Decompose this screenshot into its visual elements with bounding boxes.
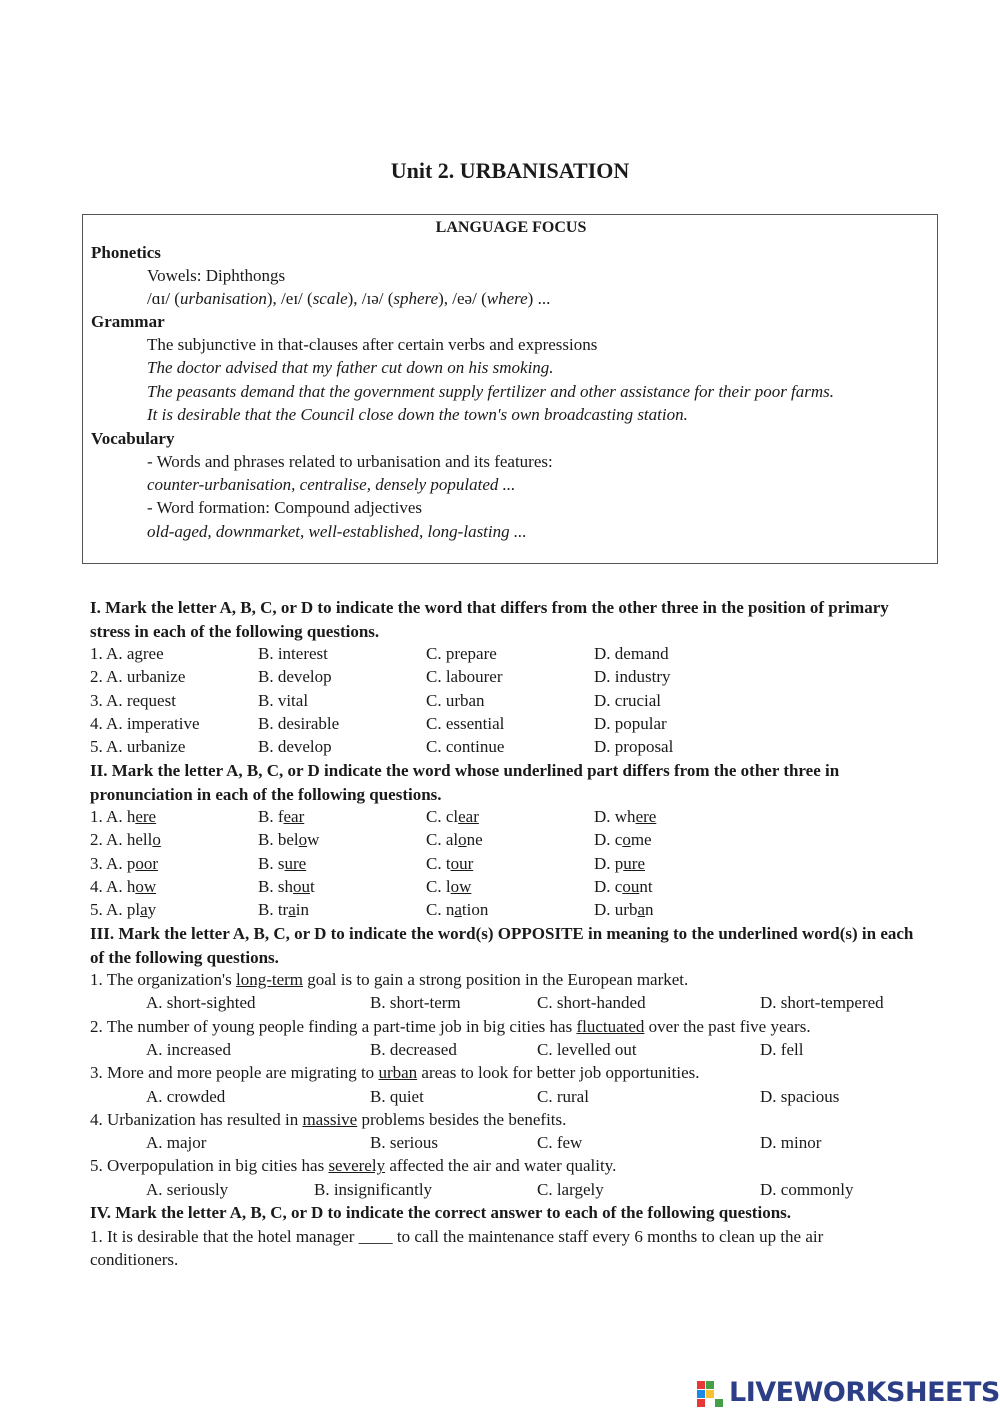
underlined-part: o [622, 830, 631, 850]
ipa-example: scale [312, 289, 348, 308]
option-text: C. n [426, 900, 455, 920]
options-row [0, 1131, 1000, 1154]
question-text-part: areas to look for better job opportunities. [417, 1063, 700, 1083]
question-text [90, 1108, 566, 1131]
question-row [0, 805, 1000, 828]
option-text: 2. A. hell [90, 830, 153, 850]
answer-option[interactable]: C. few [537, 1133, 583, 1153]
answer-option[interactable]: B. insignificantly [314, 1179, 433, 1199]
underlined-word: severely [328, 1156, 386, 1176]
ipa-text: ), /eɪ/ ( [266, 289, 313, 308]
question-text-part: 3. More and more people are migrating to [90, 1063, 379, 1083]
answer-option[interactable]: B. develop [258, 667, 332, 687]
option-text: 5. A. pl [90, 900, 141, 920]
option-text: tion [461, 900, 489, 920]
answer-option[interactable]: B. develop [258, 737, 332, 757]
underlined-word: fluctuated [576, 1016, 645, 1036]
answer-option[interactable]: B. interest [258, 644, 328, 663]
answer-option[interactable] [90, 898, 156, 921]
section-4-heading: IV. Mark the letter A, B, C, or D to indicate the correct answer to each of the following questions. [90, 1203, 792, 1222]
question-text-part: 5. Overpopulation in big cities has [90, 1156, 329, 1176]
grammar-example: The peasants demand that the government supply fertilizer and other assistance for their poor farms. [147, 382, 835, 401]
underlined-part: ure [284, 853, 307, 873]
grammar-label: Grammar [91, 312, 165, 331]
answer-option[interactable]: D. popular [594, 713, 667, 733]
option-text: B. s [258, 853, 285, 873]
answer-option[interactable]: B. serious [370, 1133, 438, 1153]
answer-option[interactable]: 5. A. urbanize [90, 737, 186, 757]
option-text: B. tr [258, 900, 289, 920]
option-text: C. l [426, 876, 451, 896]
vocabulary-example: counter-urbanisation, centralise, densely populated ... [147, 475, 516, 494]
vocabulary-line: - Words and phrases related to urbanisation and its features: [147, 452, 553, 471]
answer-option[interactable]: 2. A. urbanize [90, 667, 186, 687]
logo-icon [697, 1381, 723, 1407]
section-3-heading: III. Mark the letter A, B, C, or D to indicate the word(s) OPPOSITE in meaning to the underlined word(s) in each of the following questions. [90, 924, 914, 967]
answer-option[interactable]: D. minor [760, 1133, 822, 1153]
option-text: 3. A. p [90, 853, 136, 873]
answer-option[interactable]: D. short-tempered [760, 993, 884, 1013]
answer-option[interactable]: 1. A. agree [90, 644, 164, 663]
option-text: C. al [426, 830, 459, 850]
option-text: ne [466, 830, 483, 850]
underlined-part: oor [135, 853, 159, 873]
options-row [0, 991, 1000, 1014]
answer-option[interactable]: C. prepare [426, 644, 497, 663]
underlined-part: ear [458, 807, 479, 826]
option-text: in [295, 900, 310, 920]
underlined-part: ou [622, 876, 640, 896]
option-text: C. cl [426, 807, 459, 826]
option-text: D. p [594, 853, 624, 873]
answer-option[interactable] [258, 828, 319, 851]
option-text: C. t [426, 853, 451, 873]
underlined-word: massive [302, 1109, 358, 1129]
option-text: n [645, 900, 654, 920]
answer-option[interactable] [90, 828, 161, 851]
answer-option[interactable] [426, 852, 473, 875]
option-text: 4. A. h [90, 876, 136, 896]
answer-option[interactable]: B. desirable [258, 713, 340, 733]
section-1-heading: I. Mark the letter A, B, C, or D to indicate the word that differs from the other three in the position of primary stress in each of the following questions. [90, 598, 889, 641]
answer-option[interactable]: A. short-sighted [146, 993, 256, 1013]
answer-option[interactable]: C. levelled out [537, 1039, 637, 1059]
question-row [0, 735, 1000, 758]
answer-option[interactable]: B. decreased [370, 1039, 457, 1059]
answer-option[interactable] [90, 852, 158, 875]
underlined-part: a [637, 900, 645, 920]
answer-option[interactable]: D. fell [760, 1039, 804, 1059]
ipa-example: sphere [393, 289, 439, 308]
question-row [0, 875, 1000, 898]
answer-option[interactable]: D. industry [594, 667, 671, 687]
options-row [0, 1038, 1000, 1061]
phonetics-label: Phonetics [91, 243, 161, 262]
answer-option[interactable] [426, 828, 483, 851]
options-row [0, 1085, 1000, 1108]
question-text-part: 2. The number of young people finding a part-time job in big cities has [90, 1016, 577, 1036]
question-text: conditioners. [90, 1250, 179, 1269]
answer-option[interactable]: C. continue [426, 737, 505, 757]
option-text: B. sh [258, 876, 293, 896]
phonetics-line: Vowels: Diphthongs [147, 266, 286, 285]
ipa-example: where [486, 289, 528, 308]
answer-option[interactable]: D. crucial [594, 690, 662, 710]
answer-option[interactable] [594, 828, 652, 851]
option-text: B. f [258, 807, 284, 826]
answer-option[interactable]: C. largely [537, 1179, 604, 1199]
vocabulary-line: - Word formation: Compound adjectives [147, 498, 422, 517]
underlined-part: o [298, 830, 308, 850]
logo-text: LIVEWORKSHEETS [729, 1377, 1000, 1408]
answer-option[interactable]: B. quiet [370, 1086, 424, 1106]
answer-option[interactable]: C. rural [537, 1086, 589, 1106]
question-row [0, 642, 1000, 665]
question-text-part: 4. Urbanization has resulted in [90, 1109, 303, 1129]
answer-option[interactable] [258, 852, 306, 875]
phonetics-ipa-line [147, 287, 550, 310]
section-2-heading: II. Mark the letter A, B, C, or D indicate the word whose underlined part differs from the other three in pronunciation in each of the following questions. [90, 761, 840, 804]
options-row [0, 1178, 1000, 1201]
answer-option[interactable]: A. seriously [146, 1179, 229, 1199]
option-text: B. bel [258, 830, 299, 850]
underlined-part: our [450, 853, 474, 873]
option-text: t [309, 876, 315, 896]
ipa-text: /ɑɪ/ ( [147, 289, 180, 308]
grammar-example: The doctor advised that my father cut down on his smoking. [147, 358, 554, 377]
underlined-part: ou [292, 876, 310, 896]
question-text-part: problems besides the benefits. [357, 1109, 567, 1129]
question-text [90, 1154, 616, 1177]
ipa-text: ), /ɪə/ ( [347, 289, 394, 308]
language-focus-box [82, 214, 938, 564]
answer-option[interactable]: D. demand [594, 644, 669, 663]
vocabulary-label: Vocabulary [91, 429, 175, 448]
underlined-part: ear [283, 807, 305, 826]
option-text: D. c [594, 830, 623, 850]
question-text: 1. It is desirable that the hotel manager ____ to call the maintenance staff every 6 months to clean up the air [90, 1227, 824, 1246]
underlined-word: long-term [235, 970, 304, 989]
answer-option[interactable]: D. spacious [760, 1086, 840, 1106]
answer-option[interactable]: D. proposal [594, 737, 674, 757]
vocabulary-example: old-aged, downmarket, well-established, long-lasting ... [147, 522, 527, 541]
grammar-example: It is desirable that the Council close down the town's own broadcasting station. [147, 405, 688, 424]
answer-option[interactable] [90, 875, 156, 898]
answer-option[interactable] [258, 898, 309, 921]
ipa-example: urbanisation [179, 289, 267, 308]
question-text-part: goal is to gain a strong position in the European market. [303, 970, 689, 989]
answer-option[interactable] [594, 875, 653, 898]
question-text-part: over the past five years. [644, 1016, 811, 1036]
answer-option[interactable]: C. essential [426, 713, 505, 733]
question-text [90, 1015, 811, 1038]
option-text: D. urb [594, 900, 638, 920]
underlined-part: o [152, 830, 161, 850]
underlined-part: ow [135, 876, 157, 896]
grammar-line: The subjunctive in that-clauses after certain verbs and expressions [147, 335, 598, 354]
answer-option[interactable]: C. labourer [426, 667, 503, 687]
answer-option[interactable]: B. short-term [370, 993, 461, 1013]
answer-option[interactable] [258, 875, 315, 898]
underlined-part: o [458, 830, 467, 850]
question-text-part: affected the air and water quality. [385, 1156, 617, 1176]
answer-option[interactable]: B. vital [258, 690, 309, 710]
answer-option[interactable] [90, 805, 156, 828]
question-text [90, 968, 688, 991]
answer-option[interactable]: A. increased [146, 1039, 231, 1059]
question-row [0, 712, 1000, 735]
page-title: Unit 2. URBANISATION [390, 158, 630, 183]
answer-option[interactable] [594, 852, 645, 875]
answer-option[interactable]: C. urban [426, 690, 485, 710]
option-text: y [147, 900, 157, 920]
answer-option[interactable]: 3. A. request [90, 690, 176, 710]
answer-option[interactable]: A. crowded [146, 1086, 226, 1106]
answer-option[interactable]: C. short-handed [537, 993, 646, 1013]
language-focus-heading: LANGUAGE FOCUS [435, 219, 587, 236]
underlined-part: a [288, 900, 296, 920]
option-text: w [307, 830, 320, 850]
option-text: 1. A. h [90, 807, 136, 826]
ipa-text: ), /eə/ ( [438, 289, 487, 308]
underlined-part: ere [635, 807, 657, 826]
underlined-part: ere [135, 807, 157, 826]
underlined-part: ure [623, 853, 645, 873]
answer-option[interactable] [426, 875, 471, 898]
question-text [90, 1061, 699, 1084]
question-row [0, 689, 1000, 712]
option-text: D. wh [594, 807, 636, 826]
answer-option[interactable]: D. commonly [760, 1179, 854, 1199]
underlined-part: a [454, 900, 462, 920]
option-text: D. c [594, 876, 623, 896]
option-text: me [630, 830, 652, 850]
ipa-text: ) ... [527, 289, 551, 308]
answer-option[interactable] [258, 805, 304, 828]
underlined-part: a [140, 900, 148, 920]
question-row [0, 665, 1000, 688]
answer-option[interactable]: 4. A. imperative [90, 713, 200, 733]
underlined-part: ow [450, 876, 472, 896]
answer-option[interactable] [594, 805, 656, 828]
question-row [0, 898, 1000, 921]
answer-option[interactable] [426, 898, 488, 921]
answer-option[interactable] [594, 898, 654, 921]
answer-option[interactable]: A. major [146, 1133, 207, 1153]
question-row [0, 828, 1000, 851]
option-text: nt [639, 876, 653, 896]
question-row [0, 852, 1000, 875]
underlined-word: urban [378, 1063, 418, 1083]
answer-option[interactable] [426, 805, 479, 828]
question-text-part: 1. The organization's [90, 970, 236, 989]
